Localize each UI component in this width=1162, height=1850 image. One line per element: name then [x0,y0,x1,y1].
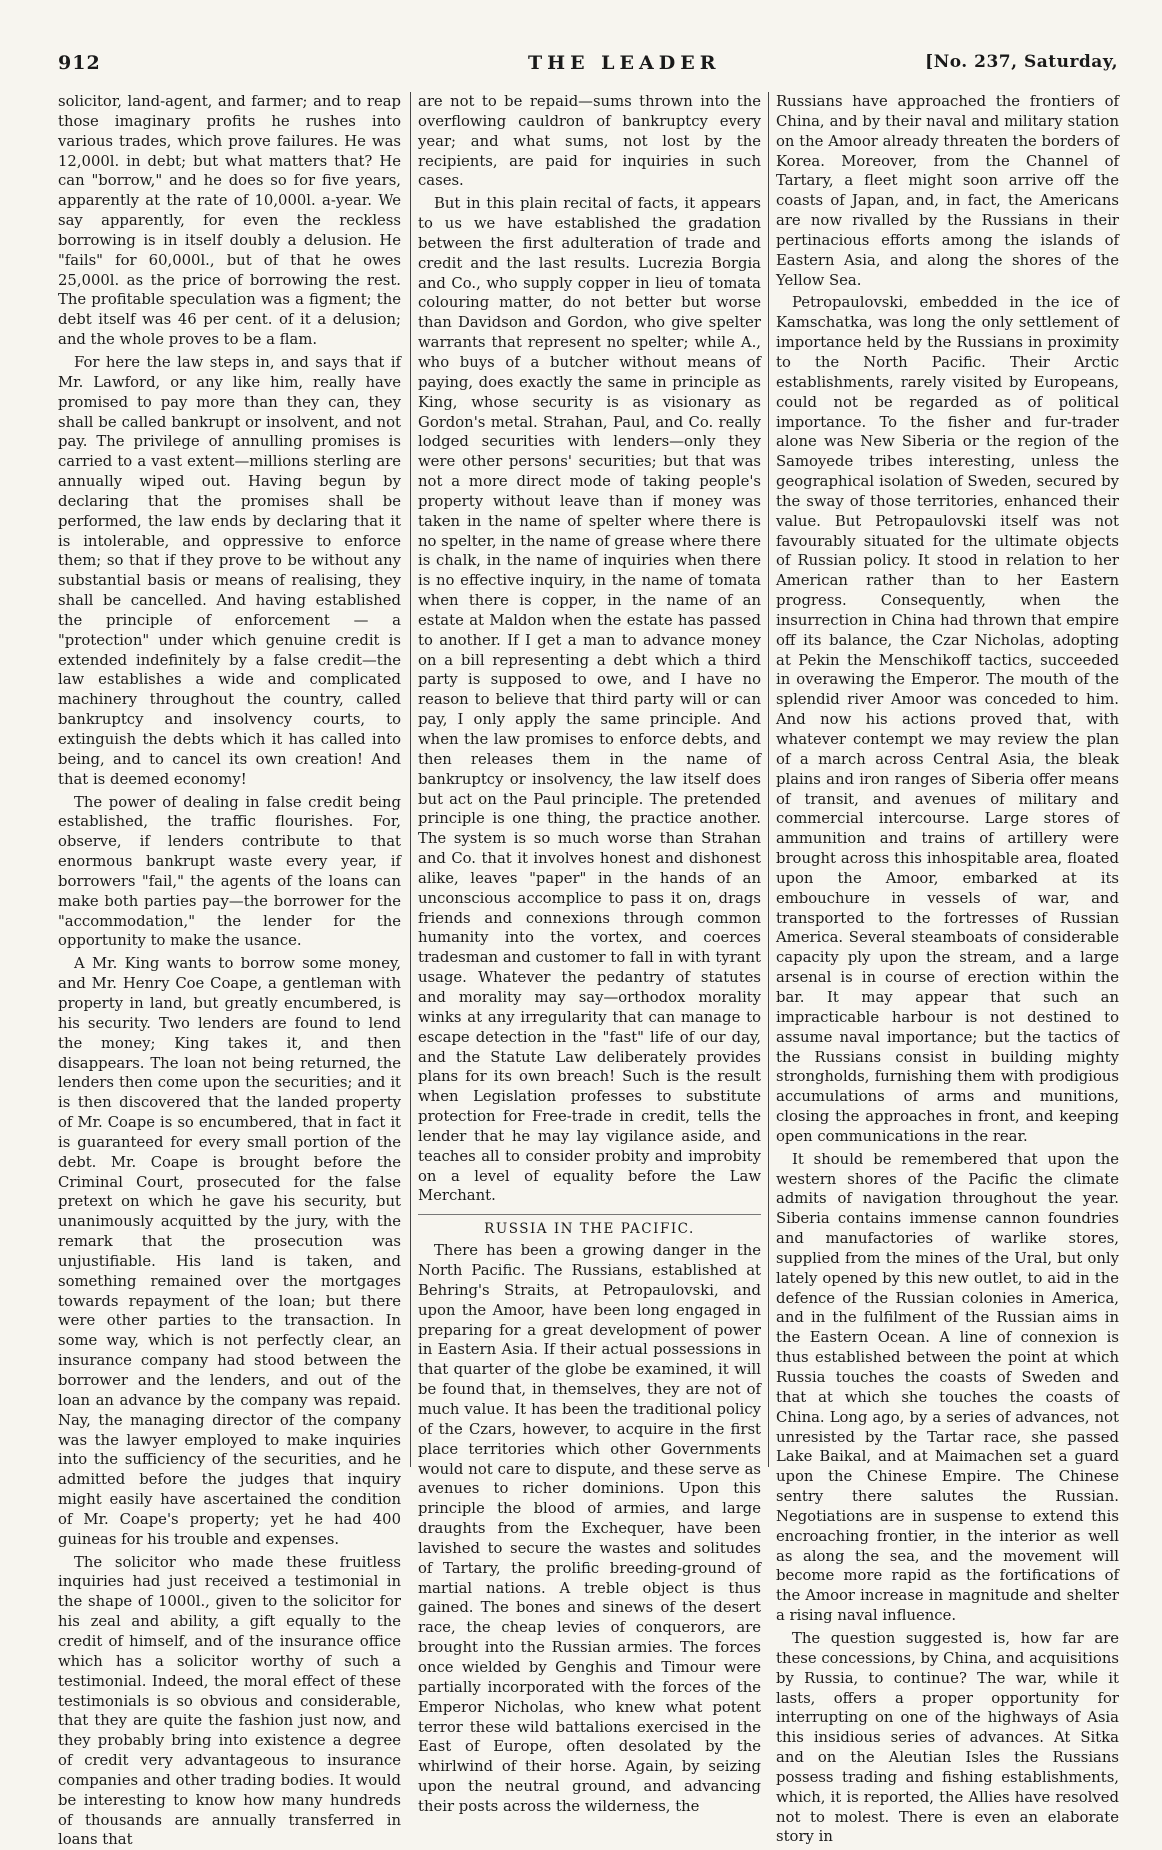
issue-label: [No. 237, Saturday, [925,52,1118,72]
paragraph: The power of dealing in false credit being established, the traffic flourishes. For, observe, if lenders contribute to that enormous bankrupt waste every year, if borrowers "fail," the agents of the loans can make both parties pay—the borrower for the "accommodation," the lender for the opportunity to make the usance. [58,793,401,950]
paragraph: Petropaulovski, embedded in the ice of Kamschatka, was long the only settlement of importance held by the Russians in proximity to the North Pacific. Their Arctic establishments, rarely visited by Europeans, could not be regarded as of political importance. To the fisher and fur-trader alone was New Siberia or the region of the Samoyede tribes interesting, unless the geographical isolation of Sweden, secured by the sway of those territories, enhanced their value. But Petropaulovski itself was not favourably situated for the ultimate objects of Russian policy. It stood in relation to her American rather than to her Eastern progress. Consequently, when the insurrection in China had thrown that empire off its balance, the Czar Nicholas, adopting at Pekin the Menschikoff tactics, succeeded in overawing the Emperor. The mouth of the splendid river Amoor was conceded to him. And now his actions proved that, with whatever contempt we may review the plan of a march across Central Asia, the bleak plains and iron ranges of Siberia offer means of transit, and avenues of military and commercial intercourse. Large stores of ammunition and trains of artillery were brought across this inhospitable area, floated upon the Amoor, embarked at its embouchure in vessels of war, and transported to the fortresses of Russian America. Several steamboats of considerable capacity ply upon the stream, and a large arsenal is in course of erection within the bar. It may appear that such an impracticable harbour is not destined to assume naval importance; but the tactics of the Russians consist in building mighty strongholds, furnishing them with prodigious accumulations of arms and munitions, closing the approaches in front, and keeping open communications in the rear. [776,294,1119,1145]
page-number: 912 [58,52,101,74]
column-3 [776,92,1119,1846]
paragraph: It should be remembered that upon the western shores of the Pacific the climate admits of navigation throughout the year. Siberia contains immense cannon foundries and manufactories of warlike stores, supplied from the mines of the Ural, but only lately opened by this new outlet, to aid in the defence of the Russian colonies in America, and in the fulfilment of the Russian aims in the Eastern Ocean. A line of connexion is thus established between the point at which Russia touches the coasts of Sweden and that at which she touches the coasts of China. Long ago, by a series of advances, not unresisted by the Tartar race, she passed Lake Baikal, and at Maimachen set a guard upon the Chinese Empire. The Chinese sentry there salutes the Russian. Negotiations are in suspense to extend this encroaching frontier, in the interior as well as along the sea, and the movement will become more rapid as the fortifications of the Amoor increase in magnitude and shelter a rising naval influence. [776,1150,1119,1625]
section-heading: RUSSIA IN THE PACIFIC. [418,1214,761,1237]
column-1 [58,92,401,1849]
paragraph: For here the law steps in, and says that if Mr. Lawford, or any like him, really have promised to pay more than they can, they shall be called bankrupt or insolvent, and not pay. The privilege of annulling promises is carried to a vast extent—millions sterling are annually wiped out. Having begun by declaring that the promises shall be performed, the law ends by declaring that it is intolerable, and oppressive to enforce them; so that if they prove to be without any substantial basis or means of realising, they shall be cancelled. And having established the principle of enforcement — a "protection" under which genuine credit is extended indefinitely by a false credit—the law establishes a wide and complicated machinery throughout the country, called bankruptcy and insolvency courts, to extinguish the debts which it has called into being, and to cancel its own creation! And that is deemed economy! [58,353,401,788]
paragraph: There has been a growing danger in the North Pacific. The Russians, established at Behring's Straits, at Petropaulovski, and upon the Amoor, have been long engaged in preparing for a great development of power in Eastern Asia. If their actual possessions in that quarter of the globe be examined, it will be found that, in themselves, they are not of much value. It has been the traditional policy of the Czars, however, to acquire in the first place territories which other Governments would not care to dispute, and these serve as avenues to richer dominions. Upon this principle the blood of armies, and large draughts from the Exchequer, have been lavished to secure the wastes and solitudes of Tartary, the prolific breeding-ground of martial nations. A treble object is thus gained. The bones and sinews of the desert race, the cheap levies of conquerors, are brought into the Russian armies. The forces once wielded by Genghis and Timour were partially incorporated with the forces of the Emperor Nicholas, who knew what potent terror these wild battalions exercised in the East of Europe, often desolated by the whirlwind of their horse. Again, by seizing upon the neutral ground, and advancing their posts across the wilderness, the [418,1242,761,1815]
paragraph: are not to be repaid—sums thrown into the overflowing cauldron of bankruptcy every year; and what sums, not lost by the recipients, are paid for inquiries in such cases. [418,93,761,190]
newspaper-title: THE LEADER [528,52,721,74]
paragraph: Russians have approached the frontiers of China, and by their naval and military station on the Amoor already threaten the borders of Korea. Moreover, from the Channel of Tartary, a fleet might soon arrive off the coasts of Japan, and, in fact, the Americans are now rivalled by the Russians in their pertinacious efforts among the islands of Eastern Asia, and along the shores of the Yellow Sea. [776,93,1119,289]
column-divider [768,92,769,1467]
paragraph: A Mr. King wants to borrow some money, and Mr. Henry Coe Coape, a gentleman with property in land, but greatly encumbered, is his security. Two lenders are found to lend the money; King takes it, and then disappears. The loan not being returned, the lenders then come upon the securities; and it is then discovered that the landed property of Mr. Coape is so encumbered, that in fact it is guaranteed for every small portion of the debt. Mr. Coape is brought before the Criminal Court, prosecuted for the false pretext on which he gave his security, but unanimously acquitted by the jury, with the remark that the prosecution was unjustifiable. His land is taken, and something remained over the mortgages towards repayment of the loan; but there were other parties to the transaction. In some way, which is not perfectly clear, an insurance company had stood between the borrower and the lenders, and out of the loan an advance by the company was repaid. Nay, the managing director of the company was the lawyer employed to make inquiries into the sufficiency of the securities, and he admitted before the judges that inquiry might easily have ascertained the condition of Mr. Coape's property; yet he had 400 guineas for his trouble and expenses. [58,955,401,1548]
column-divider [410,92,411,1467]
article-columns [58,92,1119,1849]
paragraph: solicitor, land-agent, and farmer; and to reap those imaginary profits he rushes into various trades, which prove failures. He was 12,000l. in debt; but what matters that? He can "borrow," and he does so for five years, apparently at the rate of 10,000l. a-year. We say apparently, for even the reckless borrowing is in itself doubly a delusion. He "fails" for 60,000l., but of that he owes 25,000l. as the price of borrowing the rest. The profitable speculation was a figment; the debt itself was 46 per cent. of it a delusion; and the whole proves to be a flam. [58,93,401,349]
masthead [58,52,1118,80]
column-2 [418,92,761,1815]
paragraph: The solicitor who made these fruitless inquiries had just received a testimonial in the shape of 1000l., given to the solicitor for his zeal and ability, a gift equally to the credit of himself, and of the insurance office which has a solicitor worthy of such a testimonial. Indeed, the moral effect of these testimonials is so obvious and considerable, that they are quite the fashion just now, and they probably bring into existence a degree of credit very advantageous to insurance companies and other trading bodies. It would be interesting to know how many hundreds of thousands are annually transferred in loans that [58,1553,401,1849]
paragraph: But in this plain recital of facts, it appears to us we have established the gradation between the first adulteration of trade and credit and the last results. Lucrezia Borgia and Co., who supply copper in lieu of tomata colouring matter, do not better but worse than Davidson and Gordon, who give spelter warrants that represent no spelter; while A., who buys of a butcher without means of paying, does exactly the same in principle as King, whose security is as visionary as Gordon's metal. Strahan, Paul, and Co. really lodged securities with lenders—only they were other persons' securities; but that was not a more direct mode of taking people's property without leave than if money was taken in the name of spelter where there is no spelter, in the name of grease where there is chalk, in the name of inquiries when there is no effective inquiry, in the name of tomata when there is copper, in the name of an estate at Maldon when the estate has passed to another. If I get a man to advance money on a bill representing a debt which a third party is supposed to owe, and I have no reason to believe that third party will or can pay, I only apply the same principle. And when the law promises to enforce debts, and then releases them in the name of bankruptcy or insolvency, the law itself does but act on the Paul principle. The pretended principle is one thing, the practice another. The system is so much worse than Strahan and Co. that it involves honest and dishonest alike, leaves "paper" in the hands of an unconscious accomplice to pass it on, drags friends and connexions through common humanity into the vortex, and coerces tradesman and customer to fall in with tyrant usage. Whatever the pedantry of statutes and morality may say—orthodox morality winks at any irregularity that can manage to escape detection in the "fast" life of our day, and the Statute Law deliberately provides plans for its own breach! Such is the result when Legislation professes to substitute protection for Free-trade in credit, tells the lender that he may lay vigilance aside, and teaches all to consider probity and improbity on a level of equality before the Law Merchant. [418,195,761,1205]
paragraph: The question suggested is, how far are these concessions, by China, and acquisitions by Russia, to continue? The war, while it lasts, offers a proper opportunity for interrupting on one of the highways of Asia this insidious series of advances. At Sitka and on the Aleutian Isles the Russians possess trading and fishing establishments, which, it is reported, the Allies have resolved not to molest. There is even an elaborate story in [776,1629,1119,1846]
